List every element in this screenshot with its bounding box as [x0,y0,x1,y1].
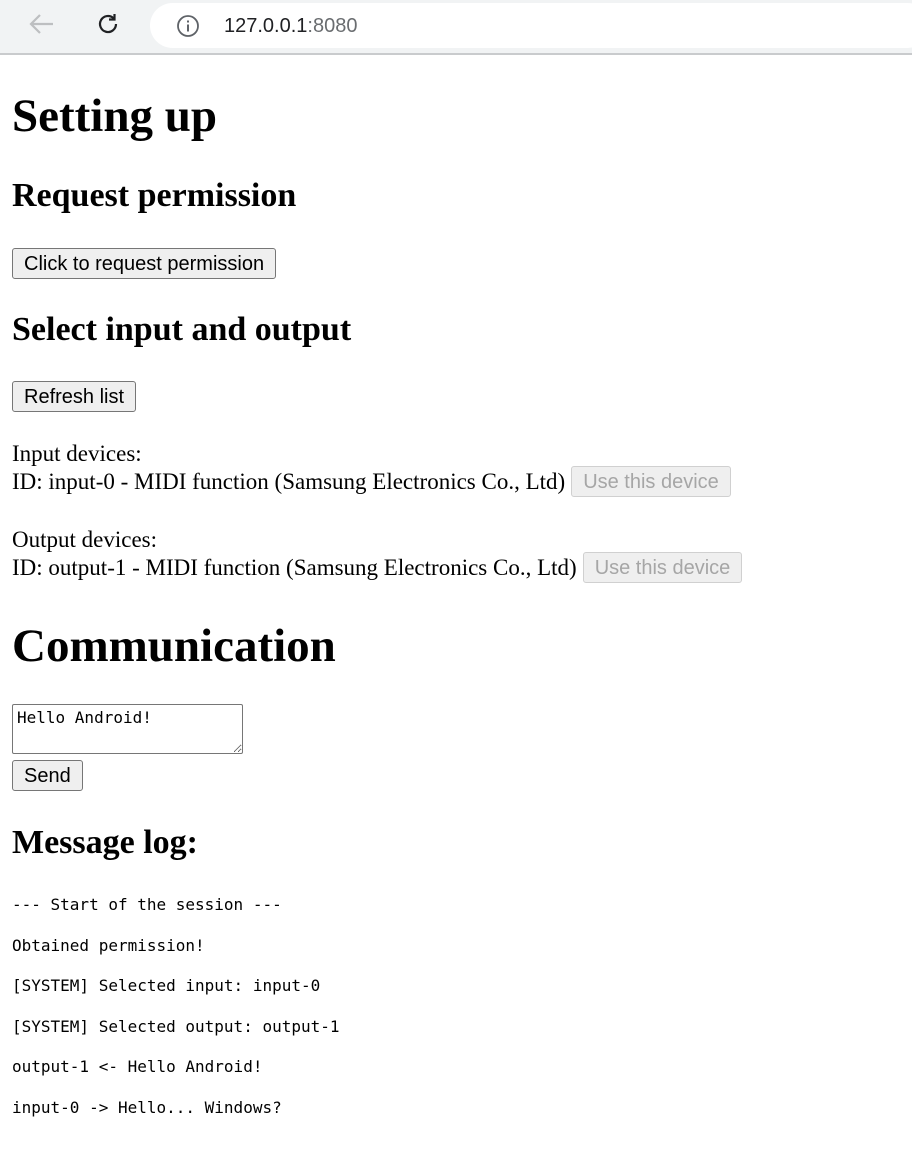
url-port: :8080 [307,15,358,37]
url-host: 127.0.0.1 [224,15,308,37]
reload-icon [94,10,122,43]
input-devices-label: Input devices: [12,441,142,466]
log-line: [SYSTEM] Selected output: output-1 [12,1017,340,1036]
request-permission-button[interactable]: Click to request permission [12,248,276,279]
info-icon[interactable] [176,14,200,38]
reload-button[interactable] [88,6,128,46]
input-device-row [12,466,731,497]
log-line: --- Start of the session --- [12,895,282,914]
message-textarea[interactable] [12,704,243,754]
output-device-text: ID: output-1 - MIDI function (Samsung Electronics Co., Ltd) [12,555,577,580]
send-button[interactable]: Send [12,760,83,791]
output-device-row [12,552,742,583]
log-line: input-0 -> Hello... Windows? [12,1098,282,1117]
log-line: output-1 <- Hello Android! [12,1057,263,1076]
request-permission-heading: Request permission [12,177,297,214]
browser-toolbar [0,0,912,55]
back-arrow-icon [27,12,55,41]
use-input-device-button[interactable]: Use this device [571,466,731,497]
log-line: [SYSTEM] Selected input: input-0 [12,976,321,995]
use-output-device-button[interactable]: Use this device [583,552,743,583]
back-button[interactable] [21,6,61,46]
url-text[interactable] [224,14,357,38]
setting-up-heading: Setting up [12,90,218,142]
output-devices-label: Output devices: [12,527,157,552]
select-devices-heading: Select input and output [12,311,352,348]
address-bar[interactable] [150,3,912,48]
input-device-text: ID: input-0 - MIDI function (Samsung Electronics Co., Ltd) [12,469,566,494]
refresh-list-button[interactable]: Refresh list [12,381,136,412]
log-line: Obtained permission! [12,936,205,955]
message-log-heading: Message log: [12,824,199,861]
communication-heading: Communication [12,620,336,672]
